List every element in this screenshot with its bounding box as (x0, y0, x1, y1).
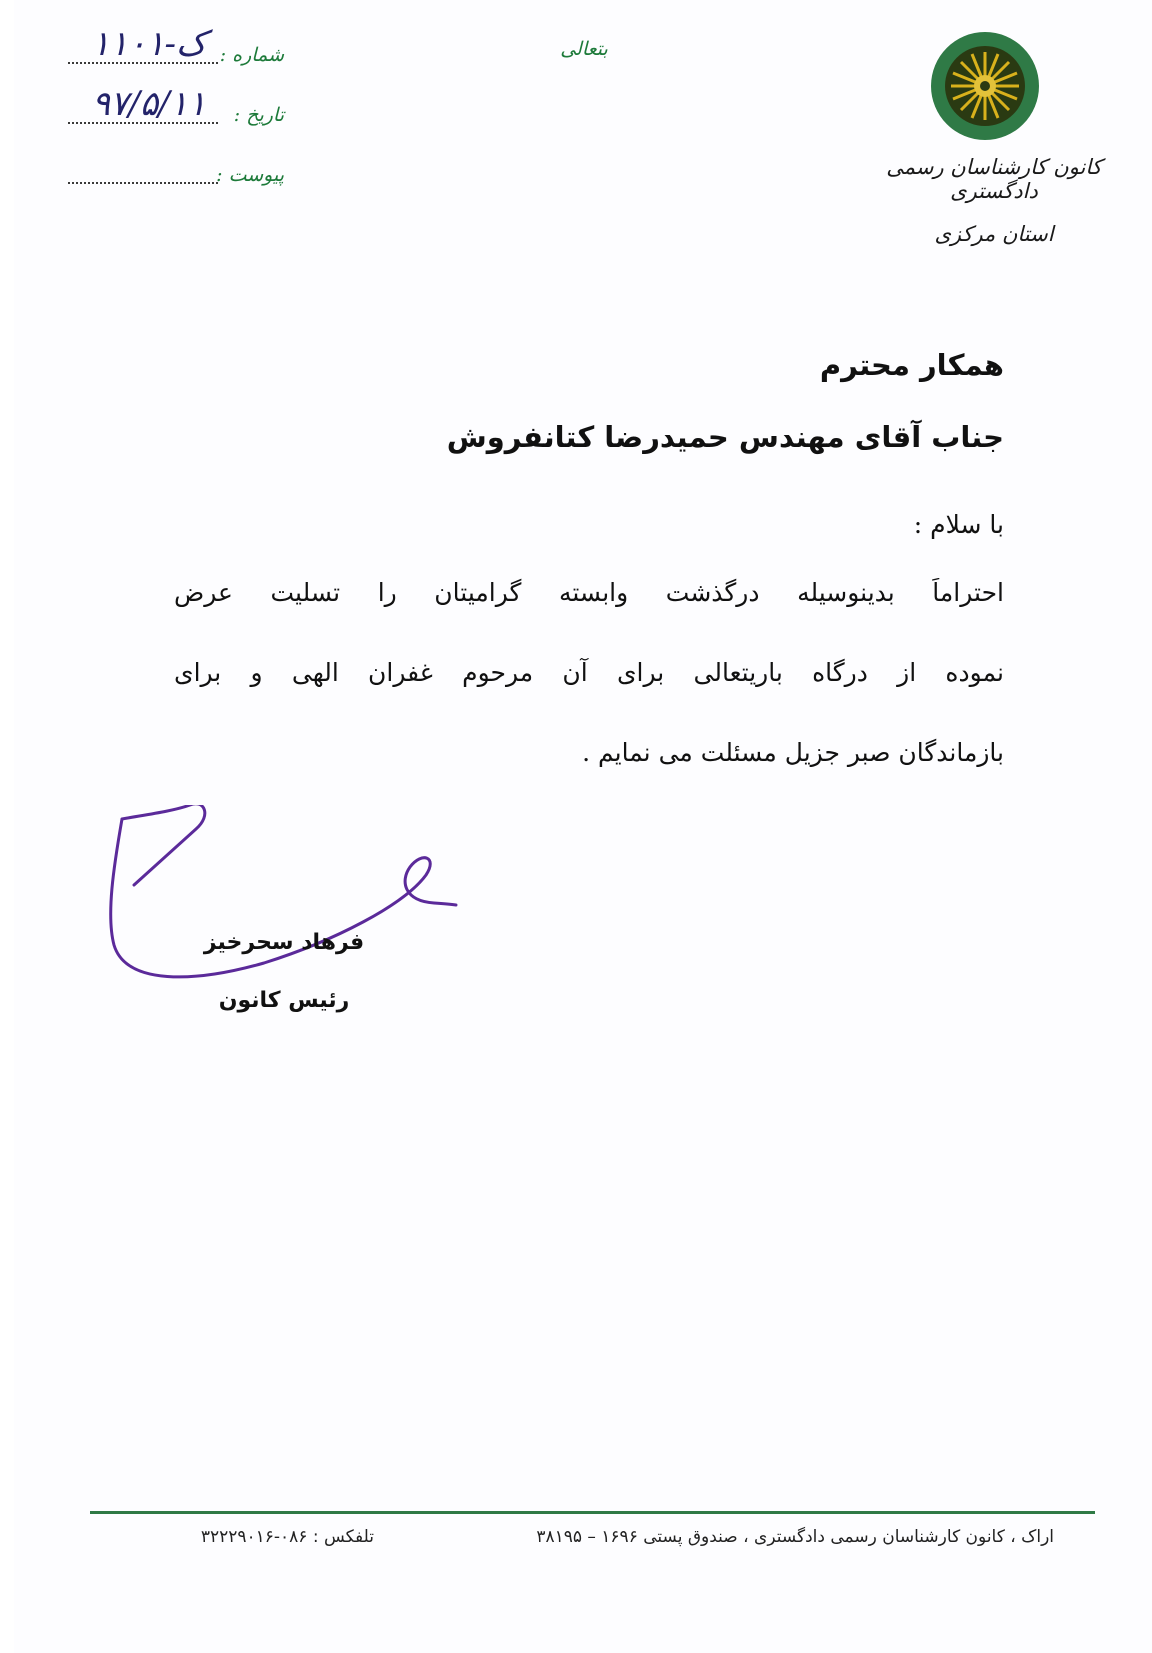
signer-title: رئیس کانون (218, 988, 350, 1013)
date-label: تاریخ : (233, 104, 284, 126)
greeting-text: با سلام : (913, 510, 1004, 539)
salutation-recipient-name: جناب آقای مهندس حمیدرضا کتانفروش (446, 420, 1004, 454)
sunburst-seal-icon (929, 30, 1041, 142)
attachment-dotted-line (68, 182, 218, 184)
signer-name: فرهاد سحرخیز (203, 930, 365, 955)
date-handwritten-value: ۹۷/۵/۱۱ (91, 84, 207, 124)
footer-address: اراک ، کانون کارشناسان رسمی دادگستری ، صندوق پستی ۱۶۹۶ – ۳۸۱۹۵ (536, 1527, 1054, 1547)
meta-number-row (54, 24, 284, 72)
number-handwritten-value: ۱۱۰۱-ک (91, 24, 207, 64)
organization-name: کانون کارشناسان رسمی دادگستری (886, 155, 1102, 203)
basmala-heading: بتعالی (560, 38, 608, 60)
number-label: شماره : (219, 44, 284, 66)
letter-meta (54, 24, 284, 198)
salutation-colleague: همکار محترم (819, 348, 1004, 382)
attachment-label: پیوست : (216, 164, 284, 186)
footer-fax: تلفکس : ۰۸۶-۳۲۲۲۹۰۱۶ (200, 1527, 374, 1547)
footer-divider (90, 1511, 1095, 1514)
meta-date-row (54, 84, 284, 132)
meta-attachment-row (54, 148, 284, 192)
body-line: احتراماً بدینوسیله درگذشت وابسته گرامیتان را تسلیت عرض (174, 578, 1004, 607)
body-line: بازماندگان صبر جزیل مسئلت می نمایم . (582, 738, 1004, 767)
body-line: نموده از درگاه باریتعالی برای آن مرحوم غفران الهی و برای (174, 658, 1004, 687)
organization-province: استان مرکزی (934, 222, 1054, 246)
